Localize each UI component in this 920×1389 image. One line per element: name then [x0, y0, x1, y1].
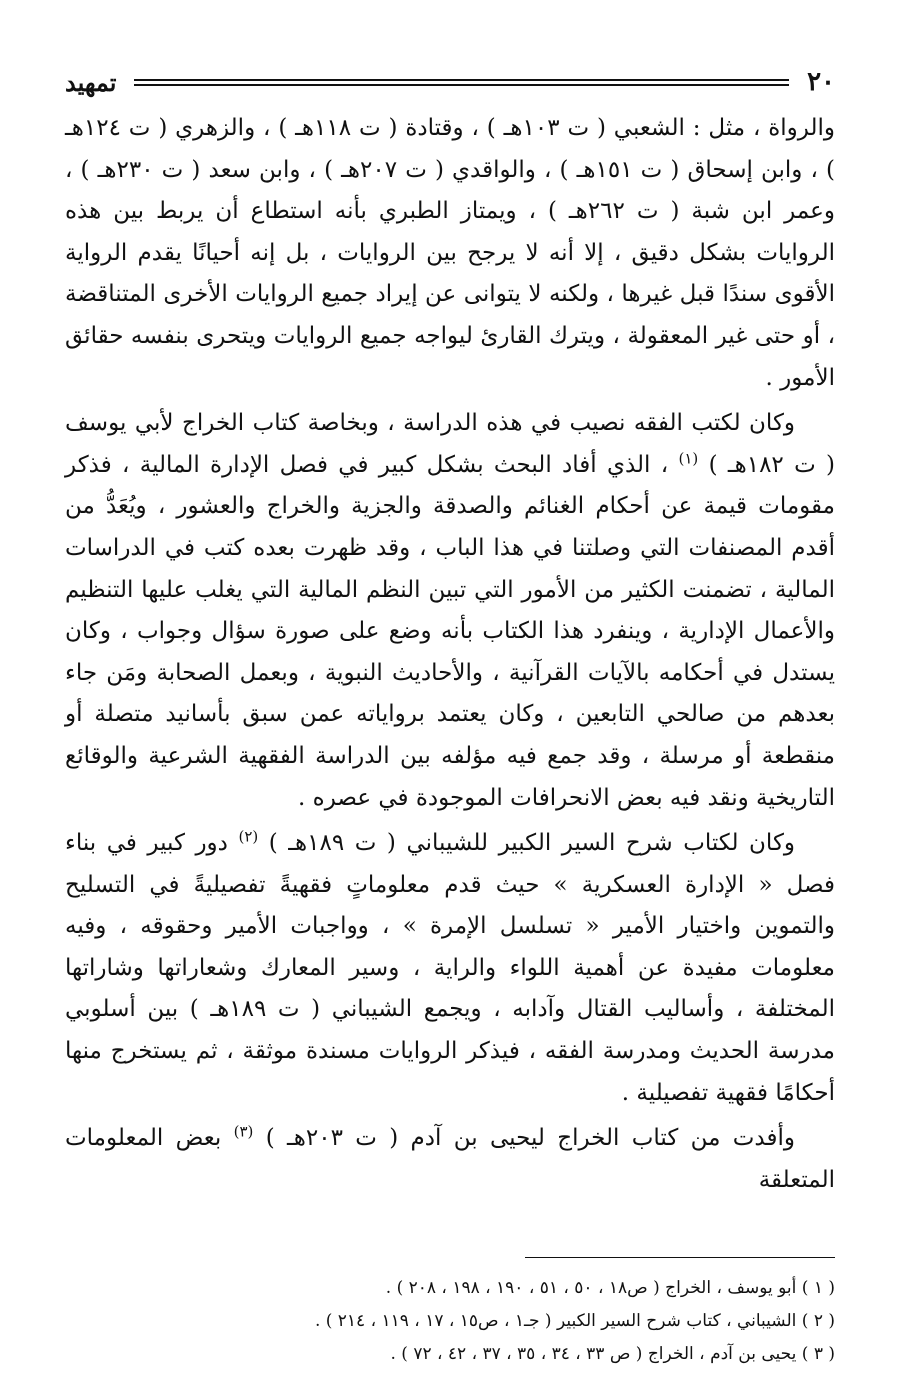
paragraph-text: وكان لكتاب شرح السير الكبير للشيباني ( ت ١٨٩هـ ) — [268, 830, 796, 857]
paragraph — [65, 108, 835, 399]
footnote-separator — [525, 1257, 835, 1258]
footnote: ( ٢ ) الشيباني ، كتاب شرح السير الكبير ( جـ١ ، ص١٥ ، ١٧ ، ١١٩ ، ٢١٤ ) . — [314, 1311, 835, 1332]
header-double-rule — [134, 79, 789, 86]
paragraph-text: وكان لكتب الفقه نصيب في هذه الدراسة ، وبخاصة كتاب الخراج لأبي يوسف ( ت ١٨٢هـ ) — [65, 410, 836, 478]
paragraph-text: دور كبير في بناء فصل « الإدارة العسكرية » حيث قدم معلوماتٍ فقهيةً تفصيليةً في التسليح والتموين واختيار الأمير « تسلسل الإمرة » ، وواجبات الأمير وحقوقه ، وفيه معلومات مفيدة عن أهمية اللواء والراية ، وسير المعارك وشعاراتها وشاراتها المختلفة ، وأساليب القتال وآدابه ، ويجمع الشيباني ( ت ١٨٩هـ ) بين أسلوبي مدرسة الحديث ومدرسة الفقه ، فيذكر الروايات مسندة موثقة ، ثم يستخرج منها أحكامًا فقهية تفصيلية . — [65, 830, 835, 1106]
paragraph — [65, 1118, 835, 1201]
footnote: ( ٣ ) يحيى بن آدم ، الخراج ( ص ٣٣ ، ٣٤ ، ٣٥ ، ٣٧ ، ٤٢ ، ٧٢ ) . — [390, 1344, 835, 1365]
book-page — [65, 62, 836, 1365]
footnote-reference: (١) — [678, 449, 699, 468]
footnote: ( ١ ) أبو يوسف ، الخراج ( ص١٨ ، ٥٠ ، ٥١ ، ١٩٠ ، ١٩٨ ، ٢٠٨ ) . — [385, 1278, 835, 1299]
page-number: ٢٠ — [807, 67, 835, 97]
chapter-title: تمهيد — [65, 67, 117, 97]
paragraph-text: والرواة ، مثل : الشعبي ( ت ١٠٣هـ ) ، وقتادة ( ت ١١٨هـ ) ، والزهري ( ت ١٢٤هـ ) ، وابن إسحاق ( ت ١٥١هـ ) ، والواقدي ( ت ٢٠٧هـ ) ، وابن سعد ( ت ٢٣٠هـ ) ، وعمر ابن شبة ( ت ٢٦٢هـ ) ، ويمتاز الطبري بأنه استطاع أن يربط بين هذه الروايات بشكل دقيق ، إلا أنه لا يرجح بين الروايات ، بل إنه أحيانًا يقدم الرواية الأقوى سندًا قبل غيرها ، ولكنه لا يتوانى عن إيراد جميع الروايات الأخرى المتناقضة ، أو حتى غير المعقولة ، ويترك القارئ ليواجه جميع الروايات ويتحرى بنفسه حقائق الأمور . — [65, 115, 836, 391]
paragraph — [65, 403, 835, 819]
paragraph-text: وأفدت من كتاب الخراج ليحيى بن آدم ( ت ٢٠٣هـ ) — [265, 1125, 795, 1152]
main-text — [65, 108, 835, 1201]
paragraph-text: بعض المعلومات المتعلقة — [65, 1125, 835, 1193]
footnotes — [65, 1205, 835, 1371]
footnote-reference: (٢) — [238, 827, 259, 846]
paragraph-text: ، الذي أفاد البحث بشكل كبير في فصل الإدارة المالية ، فذكر مقومات قيمة عن أحكام الغنائم والصدقة والجزية والخراج والعشور ، ويُعَدُّ من أقدم المصنفات التي وصلتنا في هذا الباب ، وقد ظهرت بعده كتب في الدراسات المالية ، تضمنت الكثير من الأمور التي تبين النظم المالية التي يغلب عليها التنظيم والأعمال الإدارية ، وينفرد هذا الكتاب بأنه وضع على صورة سؤال وجواب ، وكان يستدل في أحكامه بالآيات القرآنية ، والأحاديث النبوية ، وبعمل الصحابة ومَن جاء بعدهم من صالحي التابعين ، وكان يعتمد برواياته عمن سبق بأسانيد متصلة أو منقطعة أو مرسلة ، وقد جمع فيه مؤلفه بين الدراسة الفقهية الشرعية والوقائع التاريخية ونقد فيه بعض الانحرافات الموجودة في عصره . — [65, 451, 835, 811]
footnote-reference: (٣) — [233, 1122, 254, 1141]
paragraph — [65, 823, 835, 1114]
running-header — [65, 62, 835, 102]
